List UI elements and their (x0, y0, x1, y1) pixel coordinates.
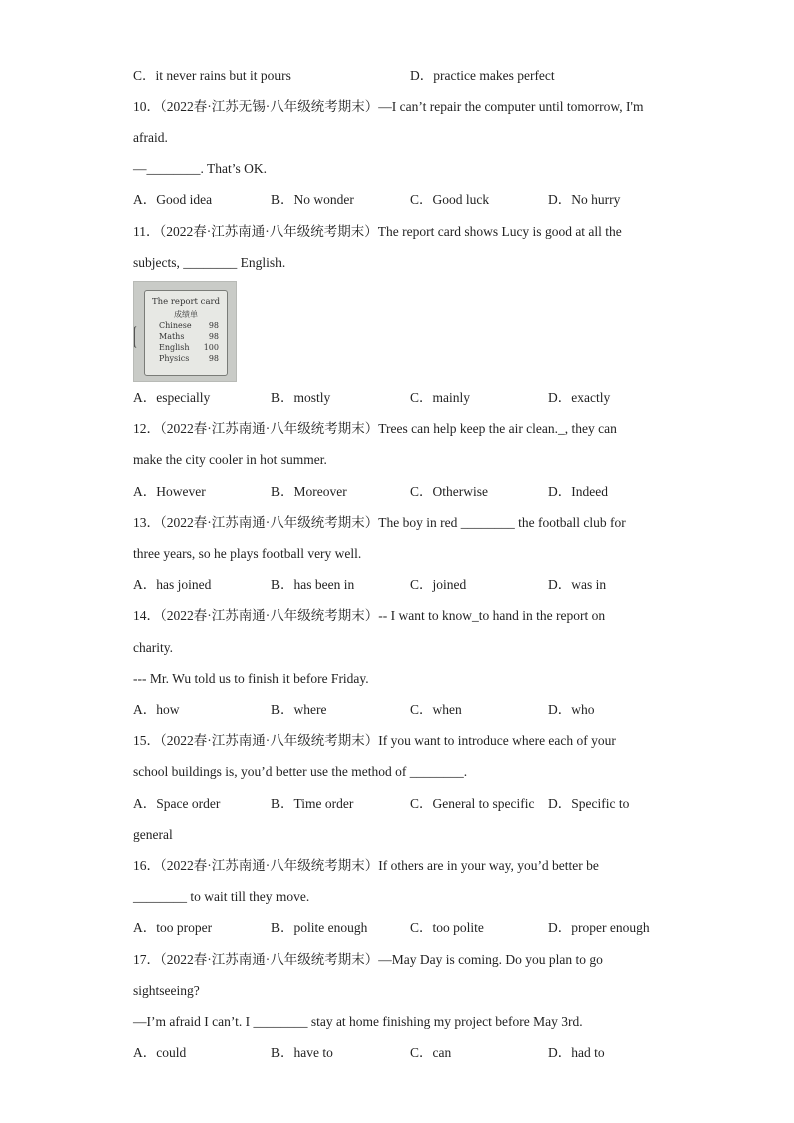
q15-option-d: D．Specific to (548, 796, 630, 811)
q12-option-a: A．However (133, 484, 206, 499)
q13-stem: 13．（2022春·江苏南通·八年级统考期末）The boy in red ________ the football club for (133, 515, 626, 530)
q11-option-a: A．especially (133, 390, 211, 405)
q17-dialogue: —I’m afraid I can’t. I ________ stay at home finishing my project before May 3rd. (133, 1014, 583, 1029)
q16-stem: 16．（2022春·江苏南通·八年级统考期末）If others are in your way, you’d better be (133, 858, 599, 873)
score: 100 (203, 343, 219, 352)
report-card-subtitle: 成绩单 (174, 310, 198, 319)
q16-option-c: C．too polite (410, 920, 484, 935)
q10-stem-cont: afraid. (133, 130, 168, 145)
report-card-row (159, 354, 219, 363)
q14-option-a: A．how (133, 702, 180, 717)
q12-option-b: B．Moreover (271, 484, 347, 499)
q13-stem-cont: three years, so he plays football very well. (133, 546, 362, 561)
score: 98 (208, 332, 219, 341)
q13-option-a: A．has joined (133, 577, 212, 592)
report-card-row (159, 332, 219, 341)
q9-option-d: D．practice makes perfect (410, 68, 555, 83)
q12-stem-cont: make the city cooler in hot summer. (133, 452, 327, 467)
q15-stem-cont: school buildings is, you’d better use the method of ________. (133, 764, 468, 779)
q11-option-b: B．mostly (271, 390, 331, 405)
q15-stem: 15．（2022春·江苏南通·八年级统考期末）If you want to introduce where each of your (133, 733, 616, 748)
report-card-row (159, 321, 219, 330)
q12-option-d: D．Indeed (548, 484, 608, 499)
scroll-paper (144, 290, 228, 376)
q11-stem-cont: subjects, ________ English. (133, 255, 286, 270)
report-card-title: The report card (151, 297, 221, 307)
q14-option-c: C．when (410, 702, 462, 717)
q16-stem-cont: ________ to wait till they move. (133, 889, 310, 904)
q10-option-b: B．No wonder (271, 192, 354, 207)
subject: English (159, 343, 190, 352)
q11-option-c: C．mainly (410, 390, 470, 405)
q11-option-d: D．exactly (548, 390, 611, 405)
q14-option-b: B．where (271, 702, 327, 717)
q14-stem-cont: charity. (133, 640, 173, 655)
subject: Chinese (159, 321, 192, 330)
q13-option-b: B．has been in (271, 577, 355, 592)
q15-option-d-cont: general (133, 827, 173, 842)
q14-stem: 14．（2022春·江苏南通·八年级统考期末）-- I want to know_to hand in the report on (133, 608, 606, 623)
q10-option-a: A．Good idea (133, 192, 213, 207)
q17-option-d: D．had to (548, 1045, 605, 1060)
q17-stem: 17．（2022春·江苏南通·八年级统考期末）—May Day is coming. Do you plan to go (133, 952, 603, 967)
scroll-curl (133, 326, 141, 348)
q17-option-b: B．have to (271, 1045, 333, 1060)
q10-option-c: C．Good luck (410, 192, 490, 207)
q14-option-d: D．who (548, 702, 595, 717)
q11-stem: 11．（2022春·江苏南通·八年级统考期末）The report card shows Lucy is good at all the (133, 224, 622, 239)
q12-stem: 12．（2022春·江苏南通·八年级统考期末）Trees can help keep the air clean._, they can (133, 421, 617, 436)
q12-option-c: C．Otherwise (410, 484, 488, 499)
q14-dialogue: --- Mr. Wu told us to finish it before Friday. (133, 671, 369, 686)
q16-option-d: D．proper enough (548, 920, 650, 935)
q10-stem: 10．（2022春·江苏无锡·八年级统考期末）—I can’t repair the computer until tomorrow, I'm (133, 99, 644, 114)
report-card-image (133, 281, 237, 382)
q10-dialogue: —________. That’s OK. (133, 161, 267, 176)
score: 98 (208, 321, 219, 330)
q10-option-d: D．No hurry (548, 192, 621, 207)
q15-option-b: B．Time order (271, 796, 354, 811)
q17-stem-cont: sightseeing? (133, 983, 200, 998)
q17-option-a: A．could (133, 1045, 187, 1060)
subject: Maths (159, 332, 185, 341)
q15-option-c: C．General to specific (410, 796, 535, 811)
score: 98 (208, 354, 219, 363)
subject: Physics (159, 354, 190, 363)
q13-option-d: D．was in (548, 577, 607, 592)
q13-option-c: C．joined (410, 577, 467, 592)
q16-option-a: A．too proper (133, 920, 213, 935)
q9-option-c: C．it never rains but it pours (133, 68, 291, 83)
q17-option-c: C．can (410, 1045, 452, 1060)
report-card-row (159, 343, 219, 352)
q16-option-b: B．polite enough (271, 920, 368, 935)
q15-option-a: A．Space order (133, 796, 221, 811)
